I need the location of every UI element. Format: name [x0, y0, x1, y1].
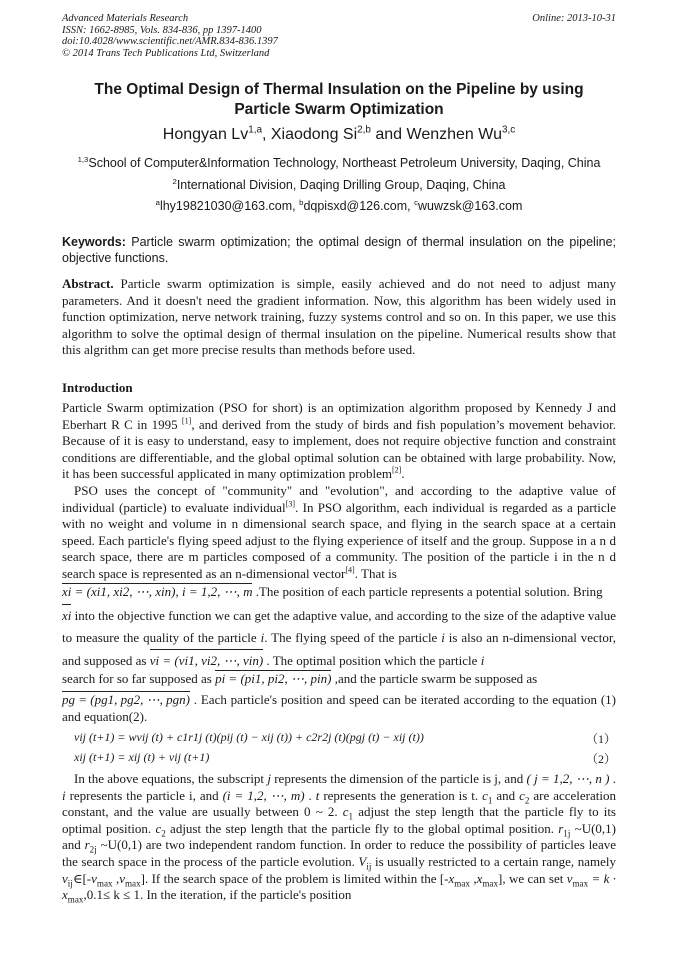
p3-j: j — [267, 771, 271, 786]
p3-xmax2-sub: max — [482, 878, 499, 889]
p3-vij2-sub: ij — [67, 878, 73, 889]
author-list — [62, 126, 616, 144]
journal-name: Advanced Materials Research — [62, 13, 189, 24]
p3-i: i — [62, 787, 66, 803]
abstract — [62, 276, 616, 359]
position-vector-text: .The position of each particle represents a potential solution. Bring — [252, 584, 603, 599]
p3-c1-sub: 1 — [487, 795, 493, 806]
equation-1: vij (t+1) = wvij (t) + c1r1j (t)(pij (t) − xij (t)) + c2r2j (t)(pgj (t) − xij (t)) — [74, 730, 424, 744]
author-1: Hongyan Lv — [162, 126, 249, 143]
particle-i-3: i — [480, 653, 485, 668]
p3-m: ~U(0,1) and — [62, 820, 616, 853]
title-line-1: The Optimal Design of Thermal Insulation on the Pipeline by using — [94, 81, 584, 98]
p3-xmax1-sub: max — [454, 878, 470, 889]
online-date: Online: 2013-10-31 — [532, 13, 616, 24]
particle-i-1: i — [260, 630, 265, 645]
author-2: , Xiaodong Si — [261, 126, 358, 143]
position-vector-line — [62, 583, 616, 601]
adaptive-value-paragraph — [62, 604, 616, 672]
author-3: and Wenzhen Wu — [370, 126, 502, 143]
p3-xmax2: x — [476, 870, 483, 886]
email-a[interactable]: lhy19821030@163.com, — [159, 199, 300, 213]
citation-3[interactable]: [3] — [285, 499, 296, 509]
p3-c1: c — [482, 787, 488, 803]
p3-vij-sub: ij — [366, 861, 372, 872]
equation-1-number: （1） — [585, 732, 616, 746]
p3-c2b: c — [155, 820, 162, 836]
p3-d: represents the particle i, and — [65, 787, 223, 803]
para2-text-a: PSO uses the concept of "community" and "evolution", and according to the adaptive value of individual (particle) to evaluate individual — [62, 483, 616, 515]
p3-r2: r — [84, 837, 90, 853]
copyright-line: © 2014 Trans Tech Publications Ltd, Switzerland — [62, 47, 270, 59]
p3-n: ~U(0,1) are two independent random function. In order to reduce the possibility of particles leave the search space in the process of the particle evolution. — [62, 837, 616, 869]
p3-r1: r — [558, 820, 564, 836]
p3-h: are acceleration constant, and the value are usually between 0 ~ 2. — [62, 787, 617, 820]
email-a-marker: a — [155, 197, 160, 207]
p3-c: . — [609, 771, 617, 786]
keywords-label: Keywords: — [62, 235, 126, 249]
p3-r: ]. If the search space of the problem is limited within the [- — [140, 870, 449, 886]
p3-r2-sub: 2j — [89, 844, 97, 855]
p3-r1-sub: 1j — [563, 828, 571, 839]
p3-u-sub: max — [67, 894, 84, 905]
p3-c1b: c — [342, 804, 349, 820]
p3-vmaxset: v — [566, 870, 573, 886]
p3-vmax1-sub: max — [96, 878, 113, 889]
velocity-vector-formula: vi = (vi1, vi2, ⋯, vin) — [150, 649, 263, 672]
equation-2-number: （2） — [585, 752, 616, 766]
p3-xmax1: x — [448, 870, 455, 886]
para1-text-c: . — [401, 466, 405, 482]
paper-title — [62, 80, 616, 119]
abstract-label: Abstract. — [62, 276, 114, 291]
affiliation-2 — [62, 178, 616, 192]
p3-p: ∈[- — [72, 870, 92, 886]
p3-s: , — [469, 870, 477, 886]
section-heading-introduction: Introduction — [62, 380, 133, 395]
bring-text-2: . The flying speed of the particle — [264, 630, 442, 645]
bring-text: into the objective function we can get the adaptive value, and according to the size of the adaptive value to measure the quality of the particle — [62, 608, 616, 645]
affiliation-1-marker: 1,3 — [77, 154, 89, 164]
velocity-text: . The optimal position which the particle — [263, 653, 481, 668]
affiliation-1-text: School of Computer&Information Technology, Northeast Petroleum University, Daqing, China — [88, 156, 601, 170]
p3-t: t — [315, 787, 320, 803]
bring-text-3: is also an n-dimensional vector, and supposed as — [62, 630, 616, 668]
author-3-marker: 3,c — [501, 124, 516, 136]
p3-j-range: ( j = 1,2, ⋯, n ) — [526, 771, 610, 786]
p3-vmax2-sub: max — [124, 878, 141, 889]
best-position-formula: pi = (pi1, pi2, ⋯, pin) — [215, 671, 332, 686]
intro-paragraph-2 — [62, 483, 616, 583]
email-c-marker: c — [414, 197, 418, 207]
p3-vij: V — [358, 853, 367, 869]
particle-i-2: i — [441, 630, 445, 645]
author-1-marker: 1,a — [248, 124, 262, 136]
p3-t2: ], we can set — [498, 870, 567, 886]
keywords-text: Particle swarm optimization; the optimal design of thermal insulation on the pipeline; objective functions. — [62, 235, 616, 265]
email-b-marker: b — [299, 197, 304, 207]
p3-g: and — [492, 787, 520, 803]
para1-text-a: Particle Swarm optimization (PSO for short) is an optimization algorithm proposed by Kennedy J and Eberhart R C in 1995 — [62, 400, 616, 432]
global-best-paragraph — [62, 691, 616, 725]
swarm-text: ,and the particle swarm be supposed as — [331, 671, 538, 686]
affiliation-1 — [62, 156, 616, 170]
p3-o: is usually restricted to a certain range, namely — [371, 853, 616, 869]
doi-line[interactable]: doi:10.4028/www.scientific.net/AMR.834-836.1397 — [62, 36, 278, 47]
intro-paragraph-3 — [62, 771, 616, 904]
p3-vij2: v — [62, 870, 68, 886]
journal-header — [62, 13, 616, 59]
p3-c2b-sub: 2 — [161, 828, 166, 839]
email-line — [62, 199, 616, 213]
issn-line[interactable]: ISSN: 1662-8985, Vols. 834-836, pp 1397-1400 — [62, 24, 262, 36]
equation-2: xij (t+1) = xij (t) + vij (t+1) — [74, 750, 210, 764]
email-c[interactable]: wuwzsk@163.com — [417, 199, 523, 213]
p3-vmax2: v — [119, 870, 125, 886]
p3-c2: c — [519, 787, 525, 803]
p3-b: represents the dimension of the particle is j, and — [270, 771, 527, 786]
p3-i-range: (i = 1,2, ⋯, m) — [222, 787, 305, 803]
para1-text-b: , and derived from the study of birds and fish population’s movement behavior. Because of it is easy to understand, easy to implement, does not require objective function and constraint conditions are differentiable, and the global optimal solution can be obtained with large probability. Now, it has been successful applicated in many optimization problem — [62, 416, 616, 482]
p3-e: . — [304, 787, 316, 803]
affiliation-2-marker: 2 — [172, 176, 177, 186]
p3-u: = k · x — [62, 870, 617, 903]
citation-4[interactable]: [4] — [345, 565, 355, 575]
title-line-2: Particle Swarm Optimization — [234, 100, 444, 118]
position-vector-formula: xi = (xi1, xi2, ⋯, xin), i = 1,2, ⋯, m — [62, 584, 253, 599]
p3-c1b-sub: 1 — [348, 811, 354, 822]
best-position-line — [62, 670, 616, 688]
best-position-text: search for so far supposed as — [62, 671, 216, 686]
para2-text-b: . In PSO algorithm, each individual is regarded as a particle with no weight and volume in n dimensional search space, and flying in the search space at a certain speed. Each particle's flying speed adjust to the flying experience of itself and the group. Suppose in a n d search space, there are m particles composed of a community. The position of the particle i in the n d search space is represented as an n-dimensional vector — [62, 499, 616, 581]
global-best-formula: pg = (pg1, pg2, ⋯, pgn) — [62, 692, 190, 707]
citation-1[interactable]: [1] — [181, 416, 192, 426]
para2-text-c: . That is — [354, 565, 397, 581]
p3-vmaxset-sub: max — [572, 878, 589, 889]
xi-vector: xi — [62, 604, 71, 627]
p3-vmax1: v — [91, 870, 97, 886]
email-b[interactable]: dqpisxd@126.com, — [303, 199, 415, 213]
p3-k: adjust the step length that the particle fly to its optimal position. — [62, 804, 616, 836]
abstract-text: Particle swarm optimization is simple, easily achieved and do not need to adjust many parameters. And it doesn't need the gradient information. Now, this algorithm has been widely used in function optimization, nerve network training, fuzzy systems control and so on. In this paper, we use this algorithm to solve the optimal design of thermal insulation on the pipeline. Numerical results show that this algrithm can get more precise results than methods before used. — [62, 276, 616, 358]
p3-w: ,0.1≤ k ≤ 1. In the iteration, if the particle's position — [83, 887, 352, 903]
p3-l: adjust the step length that the particle fly to the global optimal position. — [165, 820, 559, 836]
author-2-marker: 2,b — [357, 124, 371, 136]
intro-paragraph-1 — [62, 400, 616, 483]
iteration-text: . Each particle's position and speed can be iterated according to the equation (1) and equation(2). — [62, 692, 616, 724]
p3-q: , — [112, 870, 120, 886]
affiliation-2-text: International Division, Daqing Drilling Group, Daqing, China — [176, 178, 506, 192]
citation-2[interactable]: [2] — [391, 466, 402, 476]
p3-a: In the above equations, the subscript — [74, 771, 268, 786]
p3-f: represents the generation is t. — [319, 787, 483, 803]
keywords — [62, 234, 616, 266]
p3-c2-sub: 2 — [524, 795, 530, 806]
